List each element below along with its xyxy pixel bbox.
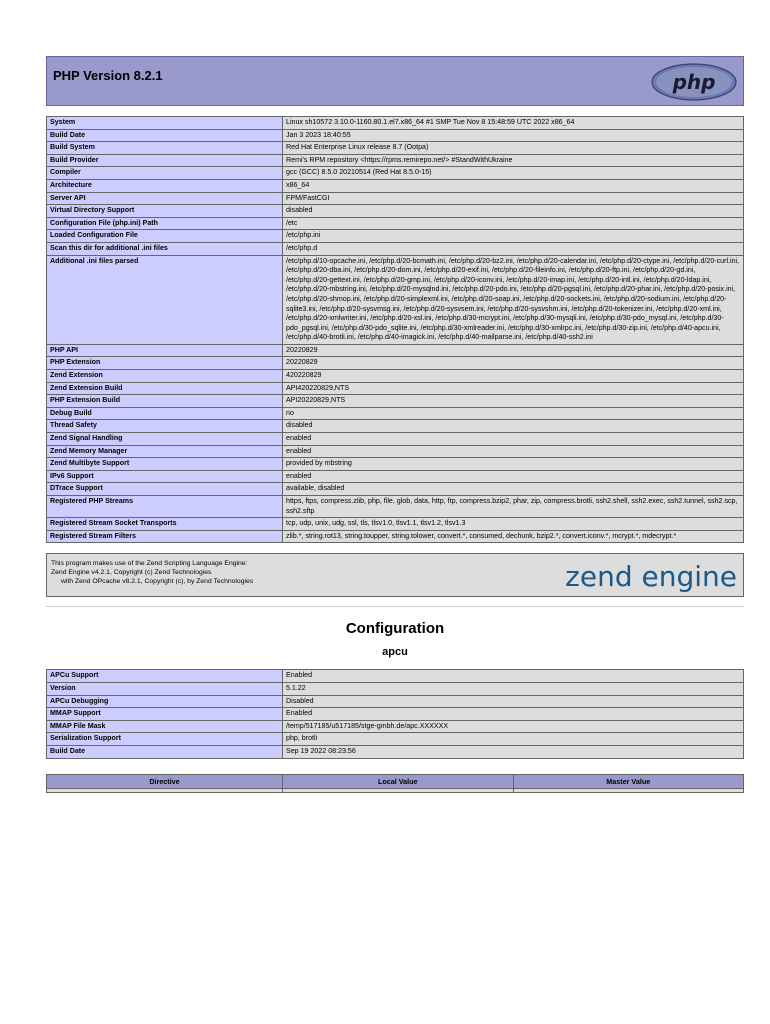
row-key: Debug Build [47,407,283,420]
table-row [47,344,744,357]
row-value: Red Hat Enterprise Linux release 8.7 (Ootpa) [283,142,744,155]
row-key: IPv6 Support [47,470,283,483]
row-key: Version [47,682,283,695]
table-row [47,370,744,383]
zend-logo-text: zend engine [565,560,737,594]
row-value: Linux sh10572 3.10.0-1160.80.1.el7.x86_64 #1 SMP Tue Nov 8 15:48:59 UTC 2022 x86_64 [283,117,744,130]
row-value: enabled [283,445,744,458]
directive-cell [47,788,283,792]
table-row [47,420,744,433]
row-value: /etc [283,217,744,230]
system-info-table [46,116,744,543]
zend-line-2: Zend Engine v4.2.1, Copyright (c) Zend Technologies [51,568,212,576]
table-row [47,117,744,130]
row-key: Zend Memory Manager [47,445,283,458]
table-row [47,745,744,758]
row-key: Zend Signal Handling [47,433,283,446]
row-key: Compiler [47,167,283,180]
row-key: DTrace Support [47,483,283,496]
row-key: Loaded Configuration File [47,230,283,243]
section-divider [46,606,744,607]
table-row [47,179,744,192]
directive-col-header: Directive [47,774,283,788]
table-row [47,154,744,167]
row-value: disabled [283,420,744,433]
row-value: /etc/php.d/10-opcache.ini, /etc/php.d/20-bcmath.ini, /etc/php.d/20-bz2.ini, /etc/php.d/20-calendar.ini, /etc/php.d/20-ctype.ini, /etc/php.d/20-curl.ini, /etc/php.d/20-dba.ini, /etc/php.d/20-dom.ini, /etc/php.d/20-exif.ini, /etc/php.d/20-fileinfo.ini, /etc/php.d/20-ftp.ini, /etc/php.d/20-gd.ini, /etc/php.d/20-gettext.ini, /etc/php.d/20-gmp.ini, /etc/php.d/20-iconv.ini, /etc/php.d/20-imap.ini, /etc/php.d/20-intl.ini, /etc/php.d/20-ldap.ini, /etc/php.d/20-mbstring.ini, /etc/php.d/20-mysqlnd.ini, /etc/php.d/20-pdo.ini, /etc/php.d/20-pgsql.ini, /etc/php.d/20-phar.ini, /etc/php.d/20-posix.ini, /etc/php.d/20-shmop.ini, /etc/php.d/20-simplexml.ini, /etc/php.d/20-soap.ini, /etc/php.d/20-sockets.ini, /etc/php.d/20-sodium.ini, /etc/php.d/20-sqlite3.ini, /etc/php.d/20-sysvmsg.ini, /etc/php.d/20-sysvsem.ini, /etc/php.d/20-sysvshm.ini, /etc/php.d/20-tokenizer.ini, /etc/php.d/20-xml.ini, /etc/php.d/20-xmlwriter.ini, /etc/php.d/20-xsl.ini, /etc/php.d/30-mcrypt.ini, /etc/php.d/30-mysqli.ini, /etc/php.d/30-pdo_mysql.ini, /etc/php.d/30-pdo_pgsql.ini, /etc/php.d/30-pdo_sqlite.ini, /etc/php.d/30-xmlreader.ini, /etc/php.d/30-xmlrpc.ini, /etc/php.d/30-zip.ini, /etc/php.d/40-apcu.ini, /etc/php.d/40-brotli.ini, /etc/php.d/40-imagick.ini, /etc/php.d/40-mailparse.ini, /etc/php.d/40-ssh2.ini [283,255,744,344]
row-value: Disabled [283,695,744,708]
row-key: Registered PHP Streams [47,496,283,518]
local-value-col-header: Local Value [283,774,514,788]
row-key: PHP Extension Build [47,395,283,408]
table-row [47,433,744,446]
zend-engine-logo-icon [541,558,739,594]
row-value: gcc (GCC) 8.5.0 20210514 (Red Hat 8.5.0-15) [283,167,744,180]
row-key: Thread Safety [47,420,283,433]
row-value: x86_64 [283,179,744,192]
table-row [47,407,744,420]
table-row [47,167,744,180]
row-value: no [283,407,744,420]
table-row [47,129,744,142]
table-row [47,458,744,471]
row-key: Build Date [47,129,283,142]
row-value: Jan 3 2023 18:40:55 [283,129,744,142]
zend-engine-text [51,560,253,586]
table-row [47,682,744,695]
row-key: Architecture [47,179,283,192]
row-key: Zend Extension [47,370,283,383]
table-row [47,518,744,531]
row-key: MMAP Support [47,708,283,721]
row-value: provided by mbstring [283,458,744,471]
row-key: APCu Debugging [47,695,283,708]
local-value-cell [283,788,514,792]
apcu-info-table [46,669,744,758]
table-row [47,395,744,408]
row-key: Build Date [47,745,283,758]
row-value: disabled [283,205,744,218]
row-key: MMAP File Mask [47,720,283,733]
directive-row [47,788,744,792]
row-value: enabled [283,470,744,483]
row-key: Zend Multibyte Support [47,458,283,471]
row-value: API20220829,NTS [283,395,744,408]
row-key: Configuration File (php.ini) Path [47,217,283,230]
php-logo-text: php [672,70,716,94]
row-value: Enabled [283,708,744,721]
row-value: FPM/FastCGI [283,192,744,205]
table-row [47,670,744,683]
row-value: 20220829 [283,344,744,357]
directive-table [46,774,744,793]
php-version-header [46,56,744,106]
row-value: /etc/php.d [283,242,744,255]
zend-line-1: This program makes use of the Zend Scripting Language Engine: [51,560,248,568]
php-logo-icon [651,63,737,101]
row-key: APCu Support [47,670,283,683]
row-key: Server API [47,192,283,205]
row-value: 5.1.22 [283,682,744,695]
table-row [47,530,744,543]
table-row [47,733,744,746]
table-row [47,720,744,733]
table-row [47,695,744,708]
table-row [47,483,744,496]
directive-header-row [47,774,744,788]
row-key: Build System [47,142,283,155]
row-key: Additional .ini files parsed [47,255,283,344]
row-value: Remi's RPM repository <https://rpms.remirepo.net/> #StandWithUkraine [283,154,744,167]
module-title-apcu: apcu [382,646,408,659]
row-value: /etc/php.ini [283,230,744,243]
table-row [47,205,744,218]
row-value: https, ftps, compress.zlib, php, file, glob, data, http, ftp, compress.bzip2, phar, zip, compress.brotli, ssh2.shell, ssh2.exec, ssh2.tunnel, ssh2.scp, ssh2.sftp [283,496,744,518]
row-value: available, disabled [283,483,744,496]
row-value: zlib.*, string.rot13, string.toupper, string.tolower, convert.*, consumed, dechunk, bzip2.*, convert.iconv.*, mcrypt.*, mdecrypt.* [283,530,744,543]
row-value: php, brotli [283,733,744,746]
row-key: Registered Stream Socket Transports [47,518,283,531]
row-value: Sep 19 2022 08:23:56 [283,745,744,758]
configuration-title: Configuration [345,620,445,638]
table-row [47,445,744,458]
table-row [47,217,744,230]
table-row [47,470,744,483]
row-value: enabled [283,433,744,446]
table-row [47,382,744,395]
row-key: Zend Extension Build [47,382,283,395]
row-key: Build Provider [47,154,283,167]
zend-line-3: with Zend OPcache v8.2.1, Copyright (c), by Zend Technologies [61,577,254,585]
row-key: Serialization Support [47,733,283,746]
row-value: /temp/517185/u517185/stge-gmbh.de/apc.XXXXXX [283,720,744,733]
row-value: 420220829 [283,370,744,383]
row-key: PHP Extension [47,357,283,370]
row-key: PHP API [47,344,283,357]
table-row [47,708,744,721]
table-row [47,255,744,344]
table-row [47,357,744,370]
table-row [47,496,744,518]
page-title: PHP Version 8.2.1 [53,68,163,83]
row-key: System [47,117,283,130]
row-key: Registered Stream Filters [47,530,283,543]
row-value: tcp, udp, unix, udg, ssl, tls, tlsv1.0, tlsv1.1, tlsv1.2, tlsv1.3 [283,518,744,531]
row-value: API420220829,NTS [283,382,744,395]
row-key: Virtual Directory Support [47,205,283,218]
table-row [47,142,744,155]
row-value: 20220829 [283,357,744,370]
row-value: Enabled [283,670,744,683]
table-row [47,230,744,243]
zend-engine-box [46,553,744,597]
row-key: Scan this dir for additional .ini files [47,242,283,255]
master-value-col-header: Master Value [513,774,744,788]
phpinfo-page [46,56,744,793]
table-row [47,192,744,205]
master-value-cell [513,788,744,792]
table-row [47,242,744,255]
